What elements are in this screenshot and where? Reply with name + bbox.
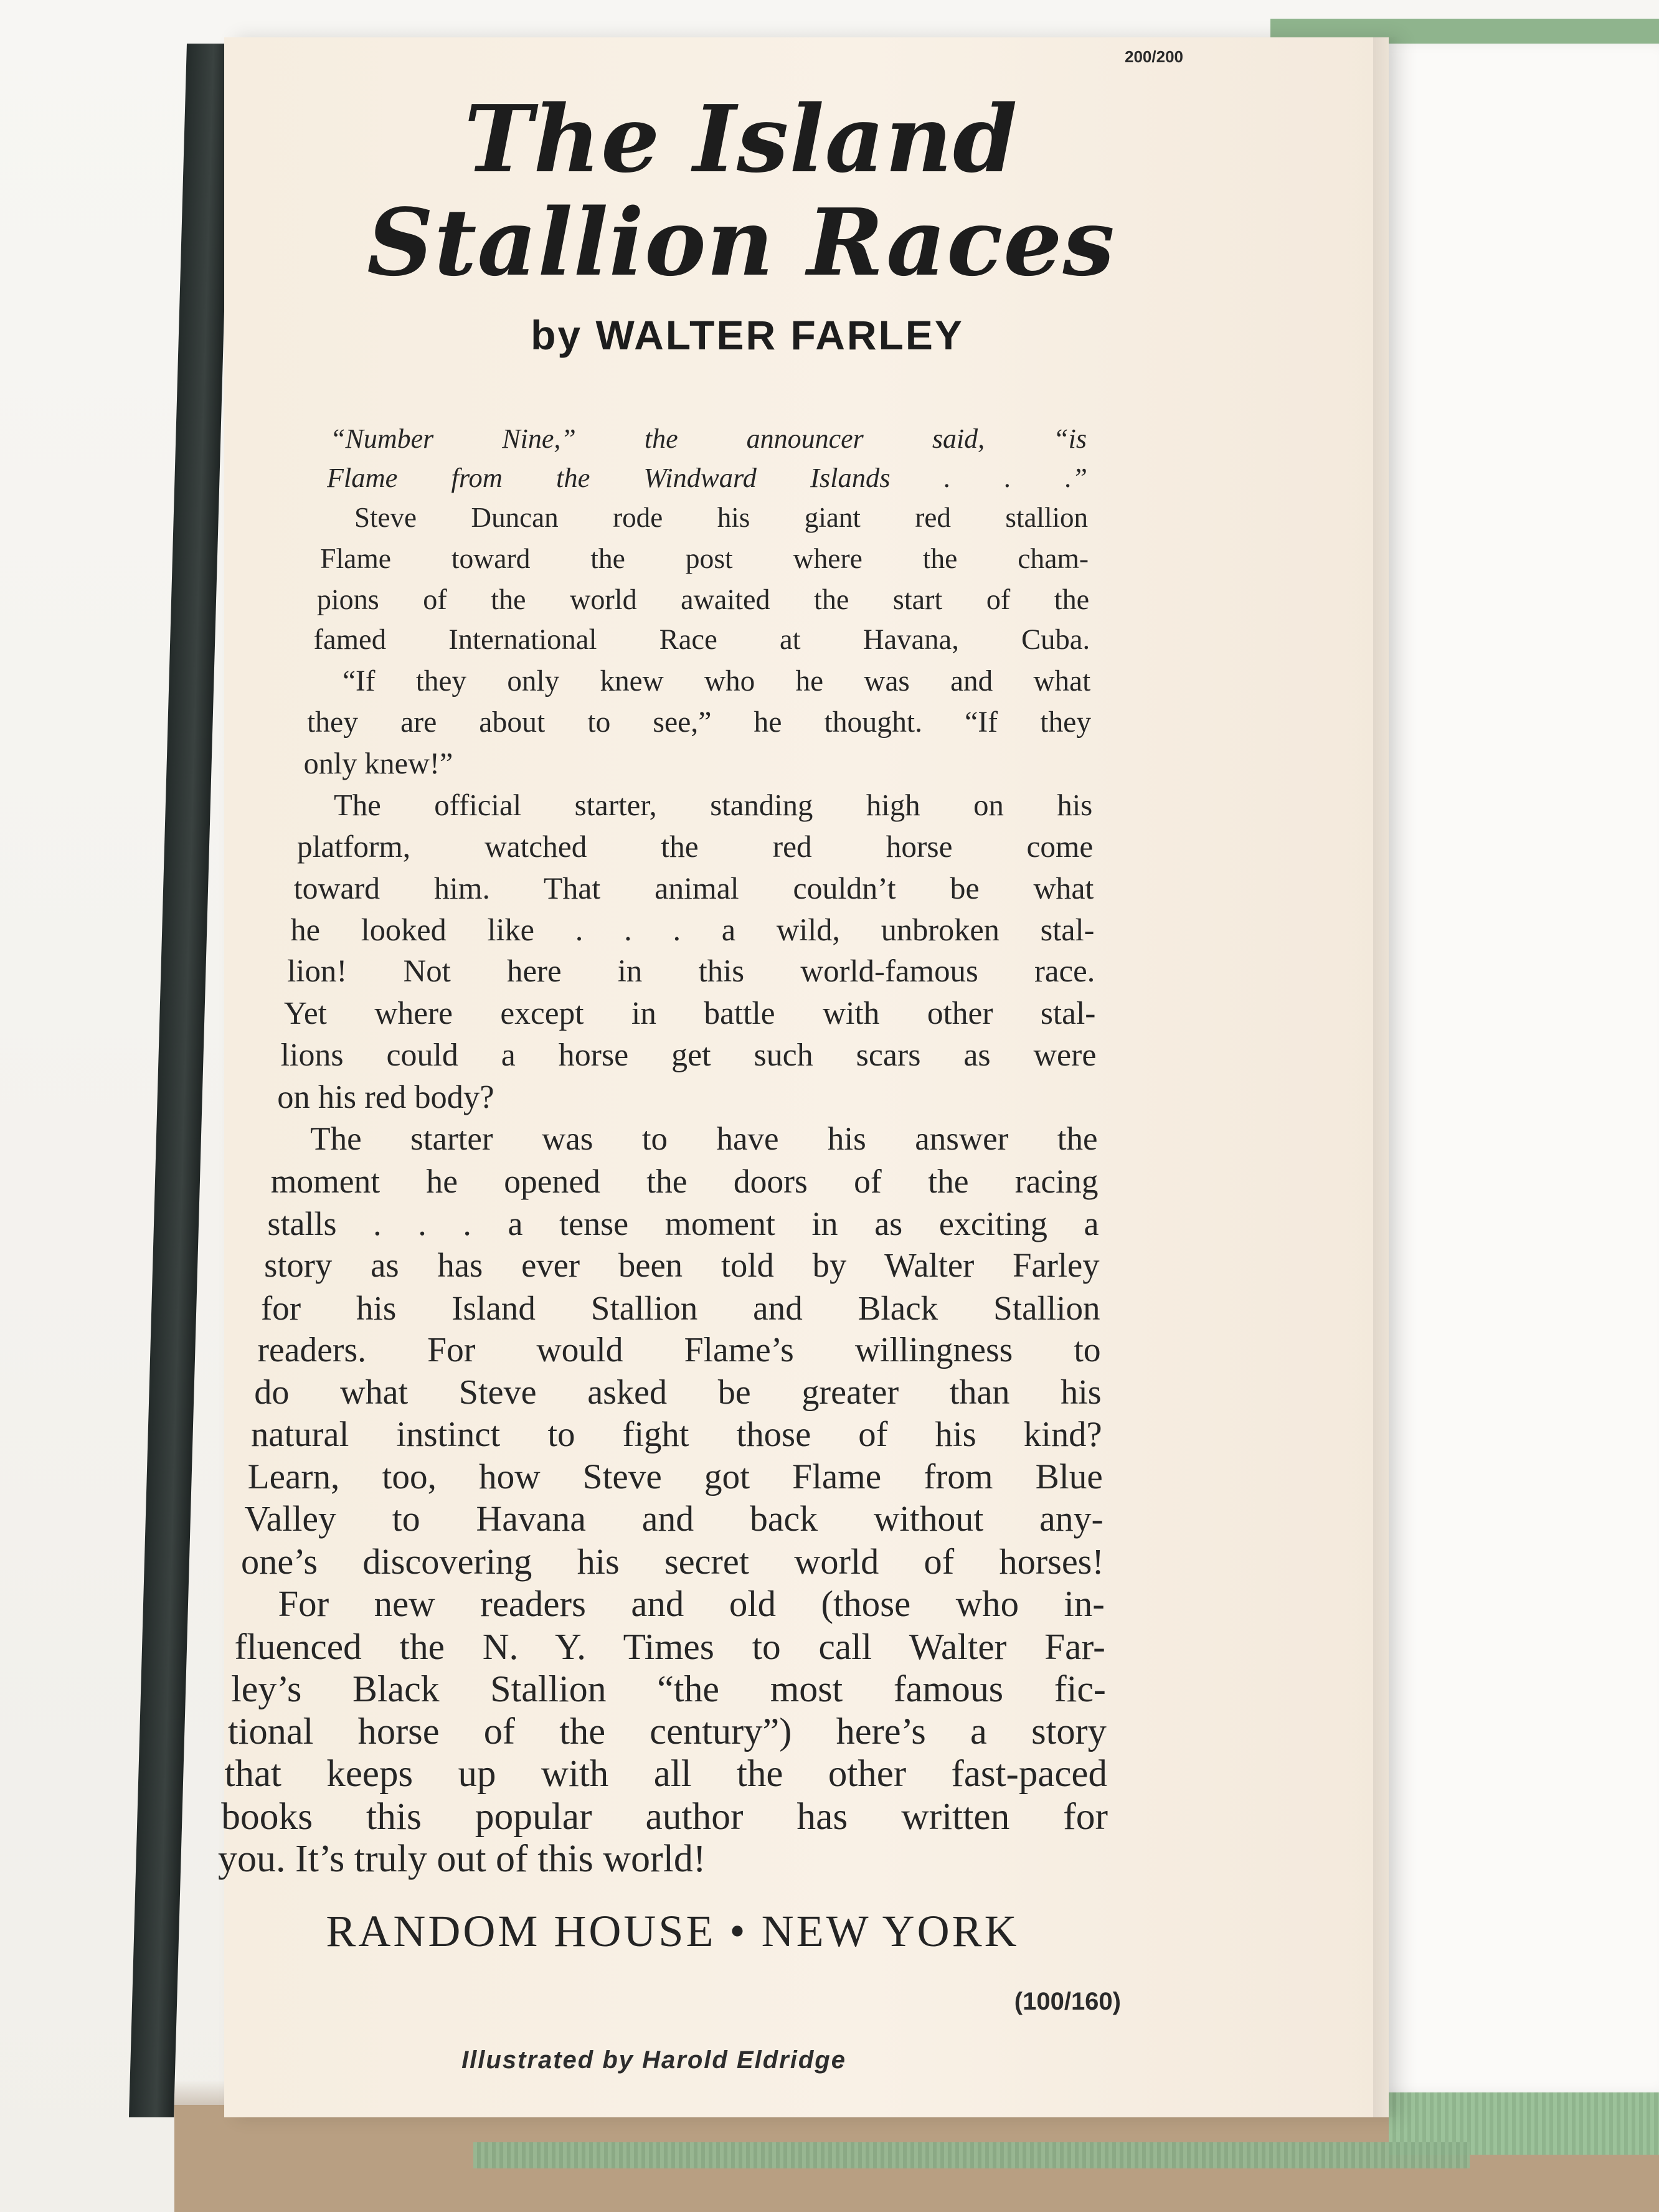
blurb-line: “If they only knew who he was and what — [343, 664, 1091, 697]
book-author: by WALTER FARLEY — [531, 312, 964, 358]
blurb-line: story as has ever been told by Walter Farley — [264, 1246, 1100, 1285]
blurb-line: one’s discovering his secret world of horses! — [241, 1541, 1104, 1582]
blurb-line: pions of the world awaited the start of the — [316, 583, 1090, 615]
blurb-line: Steve Duncan rode his giant red stallion — [354, 502, 1089, 534]
price-code-top: 200/200 — [1125, 47, 1183, 66]
blurb-line: tional horse of the century”) here’s a story — [227, 1710, 1107, 1752]
blurb-line: Learn, too, how Steve got Flame from Blue — [247, 1457, 1103, 1496]
blurb-line: Yet where except in battle with other stal- — [283, 996, 1096, 1032]
blurb-line: Valley to Havana and back without any- — [244, 1499, 1104, 1539]
blurb-line: do what Steve asked be greater than his — [254, 1373, 1102, 1412]
blurb-line: you. It’s truly out of this world! — [218, 1838, 706, 1880]
blurb-line: “Number Nine,” the announcer said, “is — [330, 423, 1087, 454]
cover-cloth-strip — [473, 2142, 1470, 2168]
blurb-line: The official starter, standing high on his — [333, 788, 1093, 823]
blurb-line: lions could a horse get such scars as were — [280, 1037, 1097, 1074]
blurb-line: ley’s Black Stallion “the most famous fic- — [231, 1668, 1106, 1709]
price-code-bottom: (100/160) — [1014, 1988, 1121, 2015]
blurb-line: on his red body? — [277, 1079, 494, 1116]
book-title-line-1: The Island — [464, 85, 1018, 193]
book-spine — [129, 44, 232, 2117]
blurb-line: The starter was to have his answer the — [310, 1121, 1098, 1158]
book-title — [349, 87, 1133, 294]
blurb-line: stalls . . . a tense moment in as exciting a — [267, 1204, 1099, 1242]
blurb-line: readers. For would Flame’s willingness to — [257, 1331, 1101, 1370]
illustrator-credit: Illustrated by Harold Eldridge — [461, 2046, 846, 2074]
blurb-line: platform, watched the red horse come — [297, 829, 1094, 864]
blurb-line: books this popular author has written for — [221, 1795, 1108, 1838]
blurb-line: natural instinct to fight those of his kind? — [250, 1415, 1102, 1455]
book-title-line-2: Stallion Races — [367, 188, 1115, 296]
blurb-line: fluenced the N. Y. Times to call Walter Far- — [234, 1626, 1105, 1668]
blurb-line: for his Island Stallion and Black Stallion — [260, 1288, 1100, 1327]
blurb-line: they are about to see,” he thought. “If they — [306, 705, 1092, 739]
blurb-line: famed International Race at Havana, Cuba. — [313, 623, 1090, 656]
blurb-line: Flame from the Windward Islands . . .” — [326, 462, 1088, 494]
publisher-imprint: RANDOM HOUSE • NEW YORK — [326, 1906, 1019, 1956]
blurb-line: Flame toward the post where the cham- — [320, 542, 1089, 574]
blurb-text — [218, 423, 1108, 1880]
blurb-line: toward him. That animal couldn’t be what — [293, 871, 1094, 906]
blurb-line: only knew!” — [303, 747, 453, 780]
blurb-line: moment he opened the doors of the racing — [270, 1162, 1099, 1200]
blurb-line: that keeps up with all the other fast-paced — [224, 1752, 1107, 1795]
blurb-line: he looked like . . . a wild, unbroken stal- — [290, 912, 1095, 947]
flap-edge-shadow — [1373, 37, 1398, 2117]
blurb-line: lion! Not here in this world-famous race. — [287, 954, 1095, 990]
blurb-line: For new readers and old (those who in- — [278, 1584, 1105, 1625]
